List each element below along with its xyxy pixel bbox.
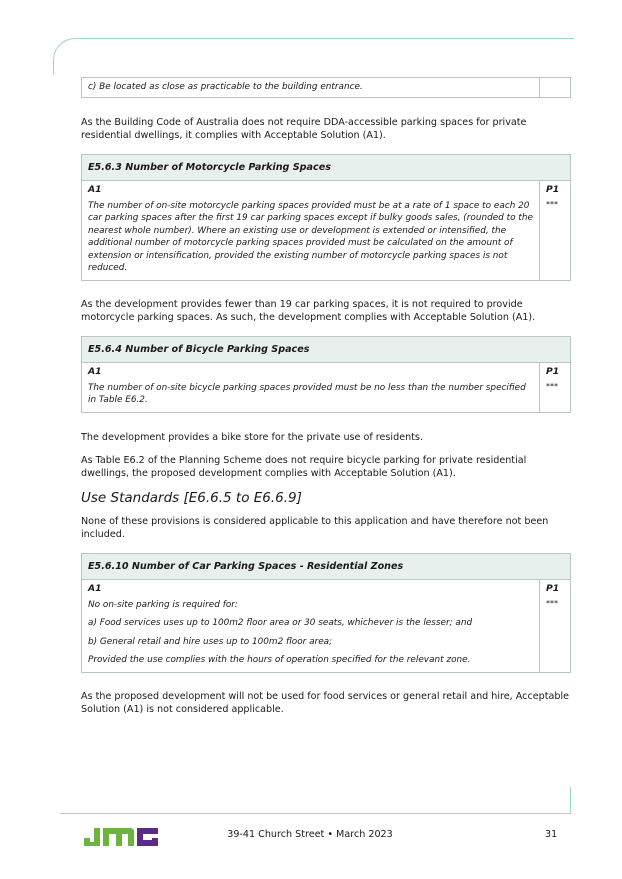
- intro-table: [81, 77, 571, 98]
- car-parking-p1-label: P1: [546, 582, 560, 594]
- motorcycle-p1-label: P1: [546, 183, 560, 195]
- page-content: [81, 77, 571, 716]
- use-standards-heading: Use Standards [E6.6.5 to E6.6.9]: [81, 489, 302, 506]
- car-parking-line: Provided the use complies with the hours of operation specified for the relevant zone.: [88, 655, 471, 665]
- car-parking-p1-cell: [540, 579, 571, 672]
- para-not-applicable: None of these provisions is considered applicable to this application and have therefore not been included.: [81, 515, 549, 540]
- page-number: 31: [545, 829, 558, 840]
- bicycle-a1-cell: [82, 362, 540, 412]
- car-parking-line: No on-site parking is required for:: [88, 599, 238, 610]
- para-dda: As the Building Code of Australia does not require DDA-accessible parking spaces for private residential dwellings, it complies with Acceptable Solution (A1).: [81, 116, 527, 141]
- car-parking-a1-label: A1: [88, 582, 102, 594]
- motorcycle-p1-text: ***: [546, 199, 558, 209]
- car-parking-line: b) General retail and hire uses up to 100m2 floor area;: [88, 636, 333, 647]
- motorcycle-p1-cell: [540, 180, 571, 280]
- bicycle-table: [81, 336, 571, 413]
- para-bicycle-compliance: As Table E6.2 of the Planning Scheme does not require bicycle parking for private residential dwellings, the proposed development complies with Acceptable Solution (A1).: [81, 454, 527, 479]
- intro-table-p-cell: [540, 78, 571, 98]
- bicycle-table-title: E5.6.4 Number of Bicycle Parking Spaces: [82, 336, 571, 362]
- motorcycle-table-title: E5.6.3 Number of Motorcycle Parking Spaces: [82, 154, 571, 180]
- car-parking-p1-text: ***: [546, 598, 558, 608]
- bicycle-p1-label: P1: [546, 365, 560, 377]
- motorcycle-table: [81, 154, 571, 281]
- car-parking-table-title: E5.6.10 Number of Car Parking Spaces - Residential Zones: [82, 553, 571, 579]
- para-car-parking-compliance: As the proposed development will not be used for food services or general retail and hire, Acceptable Solution (A1) is not considered applicable.: [81, 690, 570, 715]
- para-bike-store: The development provides a bike store for the private use of residents.: [81, 431, 423, 443]
- car-parking-a1-cell: [82, 579, 540, 672]
- bicycle-p1-cell: [540, 362, 571, 412]
- motorcycle-a1-label: A1: [88, 183, 102, 195]
- car-parking-line: a) Food services uses up to 100m2 floor area or 30 seats, whichever is the lesser; and: [88, 618, 473, 628]
- bicycle-a1-text: The number of on-site bicycle parking spaces provided must be no less than the number specified in Table E6.2.: [88, 382, 526, 405]
- bicycle-p1-text: ***: [546, 381, 558, 391]
- motorcycle-a1-cell: [82, 180, 540, 280]
- car-parking-a1-text: [82, 595, 539, 672]
- page-frame-top: [53, 38, 574, 75]
- page-frame-bottom: [60, 787, 571, 814]
- bicycle-a1-label: A1: [88, 365, 102, 377]
- motorcycle-a1-text: The number of on-site motorcycle parking spaces provided must be at a rate of 1 space to each 20 car parking spaces after the first 19 car parking spaces except if bulky goods sales, (rounded to the nearest whole number). Where an existing use or development is extended or intensified, the additional number of motorcycle parking spaces provided must be calculated on the amount of extension or intensification, provided the existing number of motorcycle parking spaces is not reduced.: [88, 200, 533, 273]
- footer-text: 39-41 Church Street • March 2023: [227, 829, 393, 840]
- para-motorcycle-compliance: As the development provides fewer than 19 car parking spaces, it is not required to provide motorcycle parking spaces. As such, the development complies with Acceptable Solution (A1).: [81, 298, 536, 323]
- jmg-logo: [82, 824, 160, 846]
- intro-table-text: c) Be located as close as practicable to the building entrance.: [82, 78, 540, 98]
- car-parking-table: [81, 553, 571, 673]
